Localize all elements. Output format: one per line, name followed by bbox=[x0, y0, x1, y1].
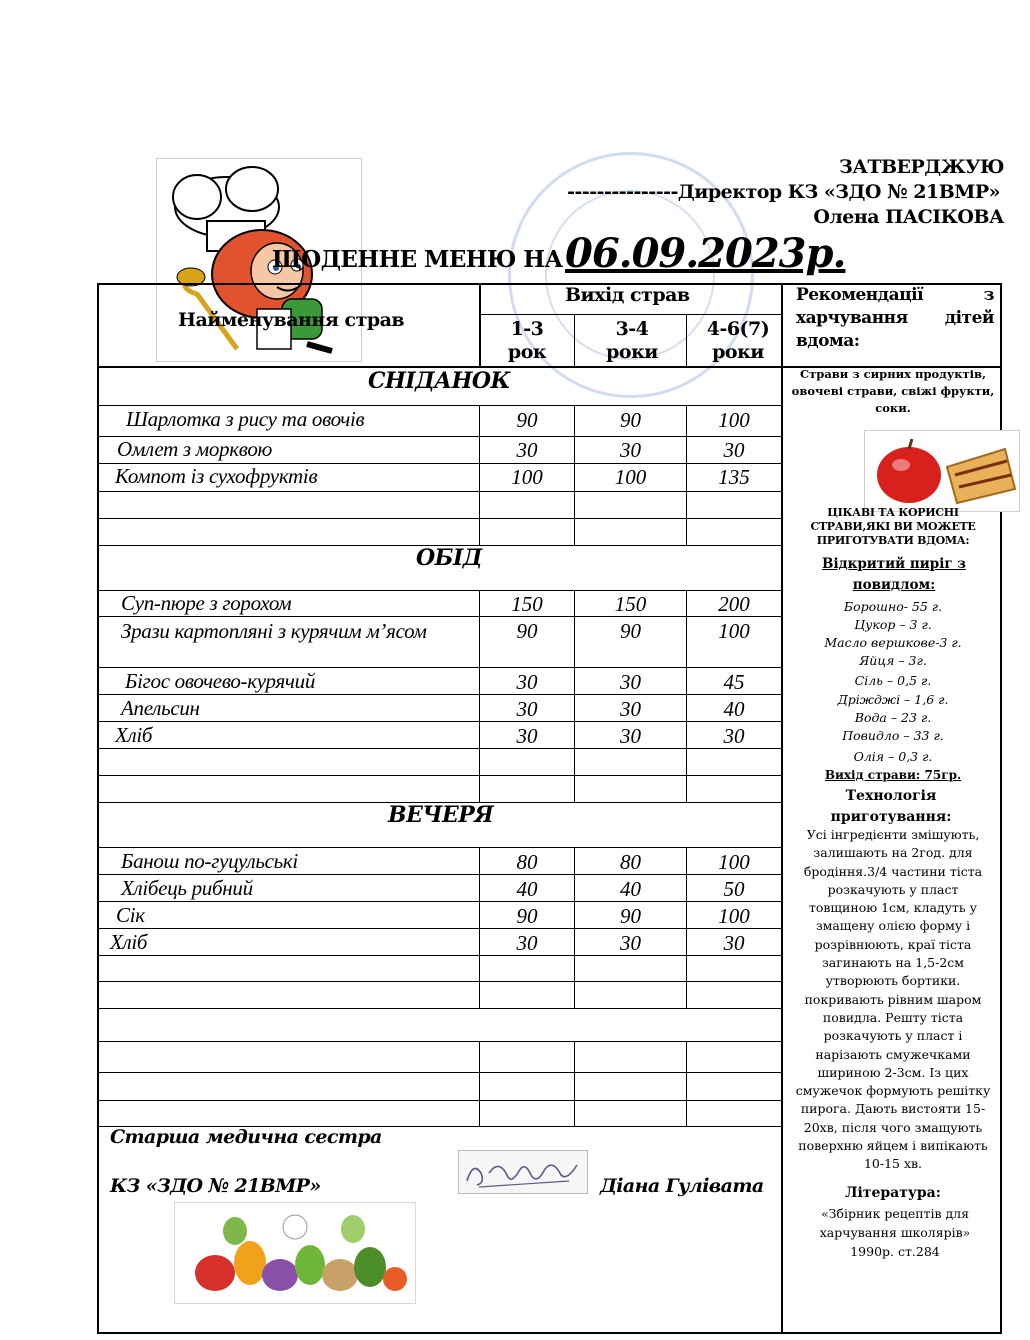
portion-4-6: 50 bbox=[723, 877, 745, 901]
section-breakfast: СНІДАНОК bbox=[368, 368, 511, 394]
header-subline bbox=[479, 314, 782, 315]
rec-intro: Страви з сирних продуктів, овочеві страви, свіжі фрукти, соки. bbox=[791, 367, 995, 415]
row-line bbox=[97, 1041, 782, 1042]
portion-4-6: 30 bbox=[723, 438, 745, 462]
portion-3-4: 30 bbox=[620, 724, 641, 748]
ingredient: Олія – 0,3 г. bbox=[853, 749, 933, 764]
literature-text: «Збірник рецептів для харчування школярів» 1990р. ст.284 bbox=[819, 1206, 971, 1259]
portion-1-3: 30 bbox=[516, 931, 538, 955]
portion-3-4: 90 bbox=[620, 904, 641, 928]
section-dinner: ВЕЧЕРЯ bbox=[388, 802, 494, 828]
approval-director: ---------------Директор КЗ «ЗДО № 21ВМР» bbox=[567, 181, 1000, 203]
portion-4-6: 30 bbox=[723, 724, 745, 748]
literature-title: Література: bbox=[845, 1185, 941, 1201]
ingredient: Дріжджі – 1,6 г. bbox=[837, 692, 949, 707]
institution-name: КЗ «ЗДО № 21ВМР» bbox=[110, 1175, 321, 1197]
portion-4-6: 100 bbox=[718, 850, 750, 874]
ingredient: Повидло – 33 г. bbox=[842, 728, 944, 743]
portion-1-3: 150 bbox=[511, 592, 543, 616]
rec-heading: ЦІКАВІ ТА КОРИСНІ СТРАВИ,ЯКІ ВИ МОЖЕТЕ ПРИГОТУВАТИ ВДОМА: bbox=[810, 506, 976, 547]
portion-1-3: 30 bbox=[516, 724, 538, 748]
portion-1-3: 30 bbox=[516, 438, 538, 462]
fruit-pie-image bbox=[864, 430, 1020, 512]
ingredient: Вода – 23 г. bbox=[854, 710, 932, 725]
portion-1-3: 90 bbox=[516, 619, 538, 643]
table-border-bottom bbox=[97, 1332, 1002, 1334]
portion-3-4: 90 bbox=[620, 408, 641, 432]
portion-4-6: 100 bbox=[718, 904, 750, 928]
portion-1-3: 90 bbox=[516, 904, 538, 928]
col-line bbox=[479, 1041, 480, 1126]
approval-name: Олена ПАСІКОВА bbox=[813, 206, 1004, 228]
technology-text: Усі інгредієнти змішують, залишають на 2год. для бродіння.3/4 частини тіста розкачують у пласт товщиною 1см, кладуть у змащену олією форму і розрівнюють, краї тіста загинають на 1,5-2см утворюють бортики. покривають рівним шаром повидла. Решту тіста розкачують у пласт і нарізають смужечками шириною 2-3см. Із цих смужечок формують решітку пирога. Дають вистояти 15-20хв, після чого змащують поверхню яйцем і випікають 10-15 хв. bbox=[795, 827, 991, 1172]
portion-4-6: 100 bbox=[718, 619, 750, 643]
dish-name: Хлібець рибний bbox=[121, 876, 253, 900]
row-line bbox=[97, 1008, 782, 1009]
portion-3-4: 80 bbox=[620, 850, 641, 874]
portion-1-3: 40 bbox=[516, 877, 538, 901]
portion-3-4: 30 bbox=[620, 697, 641, 721]
portion-1-3: 30 bbox=[516, 670, 538, 694]
header-age-3: 4-6(7) роки bbox=[706, 318, 770, 363]
portion-3-4: 40 bbox=[620, 877, 641, 901]
dish-name: Шарлотка з рису та овочів bbox=[126, 407, 365, 431]
col-line bbox=[686, 1041, 687, 1126]
portion-4-6: 135 bbox=[718, 465, 750, 489]
portion-4-6: 45 bbox=[723, 670, 745, 694]
header-dish-names: Найменування страв bbox=[178, 309, 405, 331]
row-line bbox=[97, 847, 782, 848]
dish-name: Сік bbox=[116, 903, 145, 927]
ingredient: Борошно- 55 г. bbox=[843, 599, 943, 614]
dish-name: Суп-пюре з горохом bbox=[121, 591, 292, 615]
row-line bbox=[97, 667, 782, 668]
row-line bbox=[97, 981, 782, 982]
row-line bbox=[97, 1072, 782, 1073]
table-rec-divider bbox=[781, 283, 783, 1334]
portion-1-3: 30 bbox=[516, 697, 538, 721]
row-line bbox=[97, 491, 782, 492]
portion-3-4: 30 bbox=[620, 438, 641, 462]
ingredient: Масло вершкове-3 г. bbox=[824, 635, 962, 650]
dish-name: Омлет з морквою bbox=[117, 437, 273, 461]
portion-1-3: 100 bbox=[511, 465, 543, 489]
portion-4-6: 200 bbox=[718, 592, 750, 616]
portion-3-4: 100 bbox=[614, 465, 647, 489]
header-age-div2 bbox=[686, 314, 687, 367]
portion-1-3: 80 bbox=[516, 850, 538, 874]
ingredient: Яйця – 3г. bbox=[859, 653, 927, 668]
row-line bbox=[97, 405, 782, 406]
portion-1-3: 90 bbox=[516, 408, 538, 432]
dish-name: Бігос овочево-курячий bbox=[125, 669, 316, 693]
row-line bbox=[97, 775, 782, 776]
ingredient: Цукор – 3 г. bbox=[854, 617, 932, 632]
header-age-1: 1-3 рок bbox=[507, 318, 547, 363]
portion-4-6: 100 bbox=[718, 408, 750, 432]
ingredient: Сіль – 0,5 г. bbox=[854, 673, 932, 688]
portion-3-4: 90 bbox=[620, 619, 641, 643]
dish-name: Хліб bbox=[115, 723, 153, 747]
table-border-left bbox=[97, 283, 99, 1334]
recipe-title: Відкритий пиріг з повидлом: bbox=[822, 556, 966, 593]
nurse-title: Старша медична сестра bbox=[110, 1126, 382, 1148]
approval-line: ЗАТВЕРДЖУЮ bbox=[839, 156, 1004, 178]
dish-name: Апельсин bbox=[121, 696, 200, 720]
header-col-divider bbox=[479, 283, 481, 367]
row-line bbox=[97, 518, 782, 519]
portion-3-4: 30 bbox=[620, 931, 641, 955]
dish-name: Хліб bbox=[110, 930, 148, 954]
header-age-div1 bbox=[574, 314, 575, 367]
col-line bbox=[574, 1041, 575, 1126]
portion-4-6: 40 bbox=[723, 697, 745, 721]
signature-image bbox=[458, 1150, 588, 1194]
row-line bbox=[97, 1100, 782, 1101]
recipe-yield: Вихід страви: 75гр. bbox=[824, 768, 962, 782]
section-lunch: ОБІД bbox=[416, 545, 482, 571]
header-output: Вихід страв bbox=[565, 284, 690, 306]
dish-name: Зрази картопляні з курячим м’ясом bbox=[121, 619, 427, 643]
technology-title: Технологія приготування: bbox=[830, 788, 952, 825]
header-age-2: 3-4 роки bbox=[606, 318, 658, 363]
portion-4-6: 30 bbox=[723, 931, 745, 955]
header-recommendations: Рекомендації з харчування дітей вдома: bbox=[796, 285, 994, 351]
portion-3-4: 30 bbox=[620, 670, 641, 694]
vegetables-illustration bbox=[174, 1202, 416, 1304]
page-title: ЩОДЕННЕ МЕНЮ НА bbox=[272, 246, 563, 273]
dish-name: Компот із сухофруктів bbox=[115, 464, 318, 488]
dish-name: Банош по-гуцульські bbox=[121, 849, 298, 873]
portion-3-4: 150 bbox=[614, 592, 647, 616]
menu-date: 06.09.2023р. bbox=[565, 230, 846, 277]
nurse-name: Діана Гулівата bbox=[600, 1175, 764, 1197]
